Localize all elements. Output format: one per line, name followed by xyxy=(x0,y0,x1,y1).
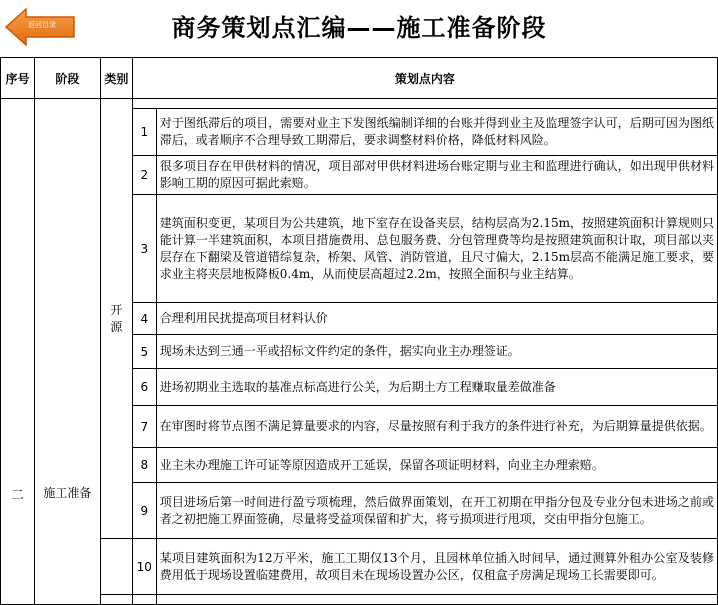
row-number: 5 xyxy=(132,335,156,369)
stage-name: 施工准备 xyxy=(34,99,100,605)
row-text: 项目进场后第一时间进行盈亏项梳理，然后做界面策划，在开工初期在甲指分包及专业分包未进场之前或者之初把施工界面签确，尽量将受益项保留和扩大，将亏损项进行甩项，交由甲指分包施工。 xyxy=(156,483,717,539)
header-stage: 阶段 xyxy=(34,58,100,99)
table-row xyxy=(1,539,718,595)
header-content: 策划点内容 xyxy=(132,58,717,99)
stage-seq: 二 xyxy=(1,99,35,605)
row-text: 在审图时将节点图不满足算量要求的内容，尽量按照有利于我方的条件进行补充，为后期算量提供依据。 xyxy=(156,406,717,448)
row-text: 业主未办理施工许可证等原因造成开工延误，保留各项证明材料，向业主办理索赔。 xyxy=(156,448,717,483)
row-number: 9 xyxy=(132,483,156,539)
row-number: 2 xyxy=(132,156,156,195)
row-number: 6 xyxy=(132,369,156,406)
back-button-label: 返回目录 xyxy=(28,21,56,29)
row-number: 3 xyxy=(132,195,156,303)
planning-points-table xyxy=(0,57,718,605)
row-number: 8 xyxy=(132,448,156,483)
row-text: 进场初期业主选取的基准点标高进行公关，为后期土方工程赚取量差做准备 xyxy=(156,369,717,406)
header-seq: 序号 xyxy=(1,58,35,99)
row-text: 现场未达到三通一平或招标文件约定的条件，据实向业主办理签证。 xyxy=(156,335,717,369)
row-text: 某项目建筑面积为12万平米，施工工期仅13个月，且园林单位插入时间早，通过测算外租办公室及装修费用低于现场设置临建费用，故项目未在现场设置办公区，仅租盒子房满足现场工长需要即可。 xyxy=(156,539,717,595)
table-header-row xyxy=(1,58,718,99)
row-text: 合理利用民扰提高项目材料认价 xyxy=(156,303,717,335)
page-title: 商务策划点汇编——施工准备阶段 xyxy=(171,14,547,42)
row-number: 10 xyxy=(132,539,156,595)
row-number: 4 xyxy=(132,303,156,335)
row-text: 对于图纸滞后的项目，需要对业主下发图纸编制详细的台账并得到业主及监理签字认可，后期可因为图纸滞后，或者顺序不合理导致工期滞后，要求调整材料价格，降低材料风险。 xyxy=(156,109,717,156)
row-number: 7 xyxy=(132,406,156,448)
row-text: 很多项目存在甲供材料的情况，项目部对甲供材料进场台账定期与业主和监理进行确认，如出现甲供材料影响工期的原因可据此索赔。 xyxy=(156,156,717,195)
row-text: 建筑面积变更，某项目为公共建筑，地下室存在设备夹层，结构层高为2.15m，按照建筑面积计算规则只能计算一半建筑面积，本项目措施费用、总包服务费、分包管理费等均是按照建筑面积计取，项目部以夹层存在下翻梁及管道错综复杂，桥架、风管、消防管道，且尺寸偏大，2.15m层高不能满足施工要求，要求业主将夹层地板降板0.4m，从而使层高超过2.2m，按照全面积与业主结算。 xyxy=(156,195,717,303)
header-category: 类别 xyxy=(100,58,132,99)
category-label: 开 源 xyxy=(100,99,132,539)
row-number: 1 xyxy=(132,109,156,156)
